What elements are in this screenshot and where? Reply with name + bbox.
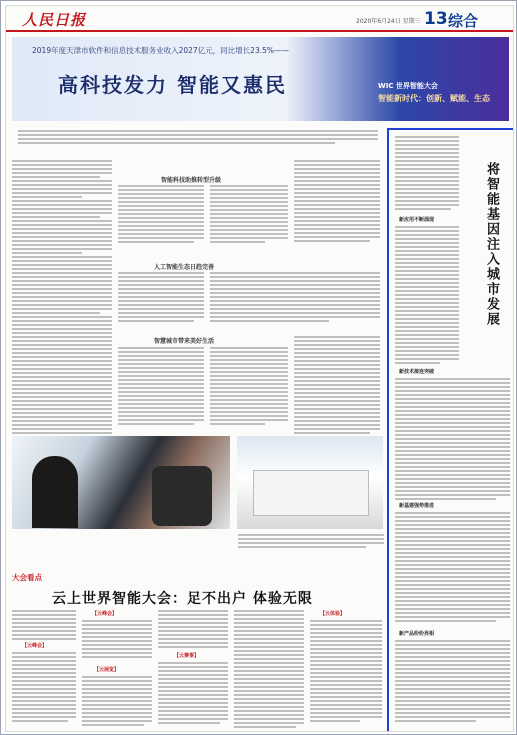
box-cloud-exhibition-a: 【云峰会】: [92, 611, 118, 617]
meeting-column-3b: [158, 662, 228, 726]
photo-person: [32, 456, 78, 528]
photo-robot: [152, 466, 212, 526]
article-column-7: [118, 347, 204, 427]
sidebar-section-2: [395, 378, 510, 502]
newspaper-page: [5, 5, 514, 732]
newspaper-logo: 人民日报: [22, 11, 87, 29]
meeting-headline: 云上世界智能大会：足不出户 体验无限: [52, 591, 313, 607]
meeting-column-3: [158, 610, 228, 650]
meeting-column-1b: [12, 652, 76, 724]
meeting-column-5: [310, 620, 382, 724]
article-column-9: [294, 336, 380, 436]
meeting-tag: 大会看点: [12, 573, 42, 582]
box-cloud-competition: 【云赛事】: [174, 653, 200, 659]
box-cloud-exhibition: 【云展览】: [94, 667, 120, 673]
sidebar-subhead-4: 新产品纷纷亮相: [399, 631, 435, 637]
sidebar-intro: [395, 136, 459, 212]
article-column-8: [210, 347, 288, 427]
masthead: [6, 6, 514, 32]
robot-barista-photo: [12, 436, 230, 529]
subhead-smart-city: 智慧城市带来美好生活: [154, 338, 215, 345]
banner-title: 高科技发力 智能又惠民: [58, 73, 287, 97]
sidebar-subhead-2: 新技术接连突破: [399, 369, 435, 375]
photo-building: [253, 470, 369, 516]
meeting-column-2: [82, 620, 152, 660]
meeting-column-2b: [82, 676, 152, 728]
article-column-3: [210, 185, 288, 245]
photo-caption: [238, 534, 384, 550]
smart-building-photo: [237, 436, 383, 529]
article-column-1: [12, 160, 112, 452]
subhead-transformation: 智能科技助推转型升级: [161, 177, 222, 184]
sidebar-title: 将智能基因注入城市发展: [484, 162, 499, 327]
meeting-column-4: [234, 610, 304, 730]
banner-subtitle: 2019年度天津市软件和信息技术服务业收入2027亿元，同比增长23.5%——: [32, 46, 289, 55]
lead-paragraph: [18, 130, 378, 146]
sidebar-subhead-1: 新应用不断涌现: [399, 217, 435, 223]
box-cloud-experience: 【云体验】: [320, 611, 346, 617]
sidebar-section-3: [395, 512, 510, 624]
sidebar-section-4: [395, 640, 510, 724]
section-name: 综合: [448, 12, 479, 30]
box-cloud-summit: 【云峰会】: [22, 643, 48, 649]
article-column-5: [118, 272, 204, 324]
dateline: 2020年6月24日 星期三: [356, 18, 421, 25]
meeting-column-1: [12, 610, 76, 642]
page-number: 13: [424, 9, 448, 29]
wic-line1: WIC 世界智能大会: [378, 82, 438, 90]
article-column-6: [210, 272, 380, 324]
sidebar-section-1: [395, 226, 459, 366]
subhead-ecosystem: 人工智能生态日趋完善: [154, 264, 215, 271]
article-column-2: [118, 185, 204, 245]
sidebar-subhead-3: 新基建强势推进: [399, 503, 435, 509]
headline-banner: [12, 37, 509, 121]
highlighted-commentary-column[interactable]: [387, 128, 514, 732]
wic-line2: 智能新时代：创新、赋能、生态: [378, 94, 490, 103]
article-column-4: [294, 160, 380, 244]
wic-logo: [378, 81, 508, 104]
